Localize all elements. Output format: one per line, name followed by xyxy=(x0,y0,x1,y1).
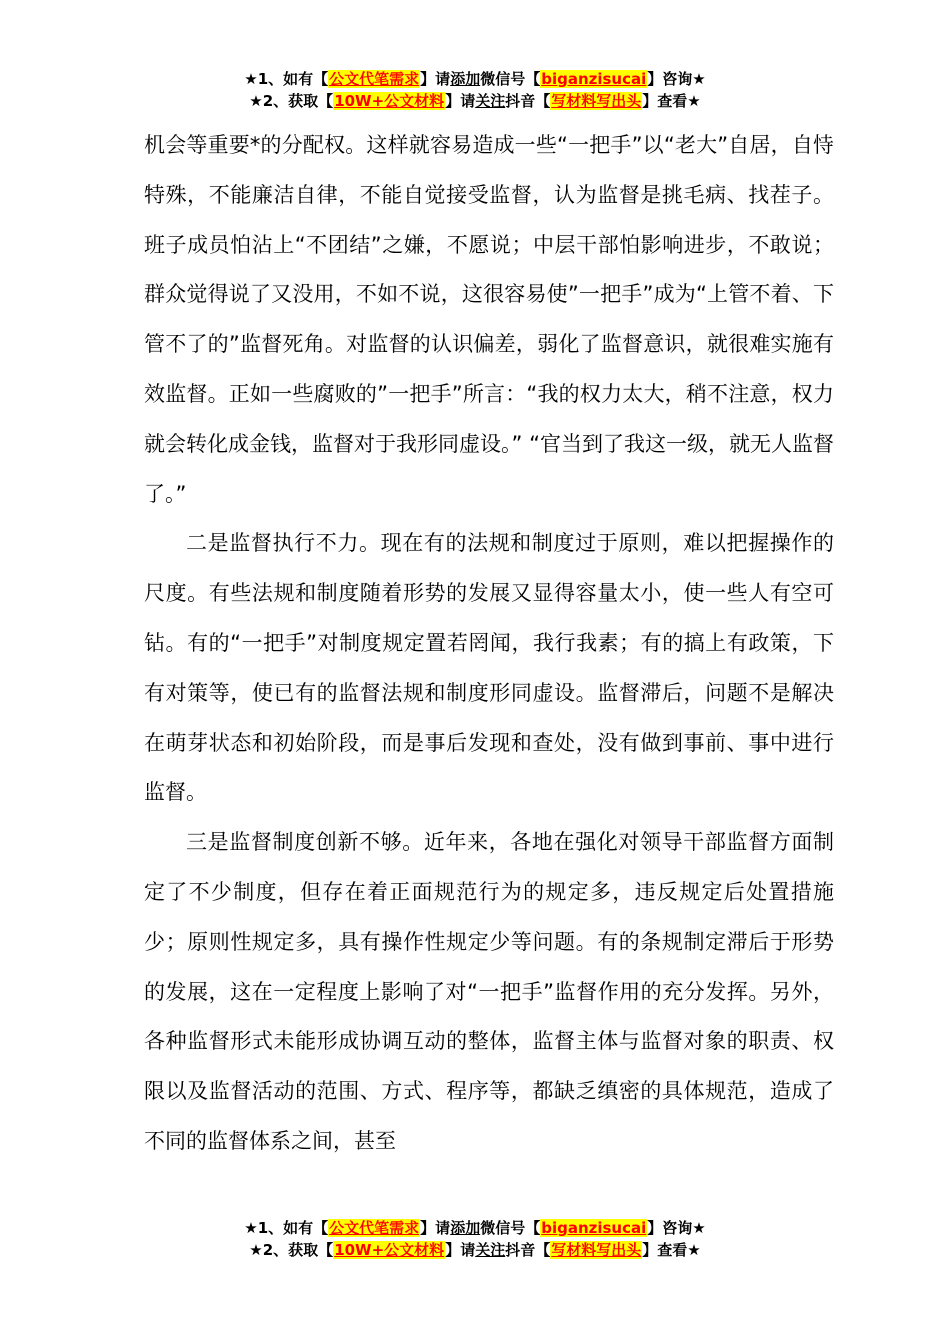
banner-line-1: ★1、如有【公文代笔需求】请添加微信号【biganzisucai】咨询★ xyxy=(244,70,706,88)
materials-highlight: 10W+公文材料 xyxy=(334,1241,445,1259)
service-highlight: 公文代笔需求 xyxy=(329,1219,420,1237)
banner-line-2: ★2、获取【10W+公文材料】请关注抖音【写材料写出头】查看★ xyxy=(249,92,701,110)
wechat-id: biganzisucai xyxy=(541,70,647,88)
header-banner xyxy=(0,68,950,112)
banner-line-1: ★1、如有【公文代笔需求】请添加微信号【biganzisucai】咨询★ xyxy=(244,1219,706,1237)
materials-highlight: 10W+公文材料 xyxy=(334,92,445,110)
paragraph-2: 二是监督执行不力。现在有的法规和制度过于原则，难以把握操作的尺度。有些法规和制度随着形势的发展又显得容量太小，使一些人有空可钻。有的“一把手”对制度规定置若罔闻，我行我素；有的搞上有政策，下有对策等，使已有的监督法规和制度形同虚设。监督滞后，问题不是解决在萌芽状态和初始阶段，而是事后发现和查处，没有做到事前、事中进行监督。 xyxy=(144,531,834,805)
footer-banner xyxy=(0,1217,950,1261)
service-highlight: 公文代笔需求 xyxy=(329,70,420,88)
wechat-id: biganzisucai xyxy=(541,1219,647,1237)
paragraph-3: 三是监督制度创新不够。近年来，各地在强化对领导干部监督方面制定了不少制度，但存在着正面规范行为的规定多，违反规定后处置措施少；原则性规定多，具有操作性规定少等问题。有的条规制定滞后于形势的发展，这在一定程度上影响了对“一把手”监督作用的充分发挥。另外，各种监督形式未能形成协调互动的整体，监督主体与监督对象的职责、权限以及监督活动的范围、方式、程序等，都缺乏缜密的具体规范，造成了不同的监督体系之间，甚至 xyxy=(144,830,834,1153)
paragraph-1: 机会等重要*的分配权。这样就容易造成一些“一把手”以“老大”自居，自恃特殊，不能廉洁自律，不能自觉接受监督，认为监督是挑毛病、找茬子。班子成员怕沾上“不团结”之嫌，不愿说；中层干部怕影响进步，不敢说；群众觉得说了又没用，不如不说，这很容易使”一把手”成为“上管不着、下管不了的”监督死角。对监督的认识偏差，弱化了监督意识，就很难实施有效监督。正如一些腐败的”一把手”所言：“我的权力太大，稍不注意，权力就会转化成金钱，监督对于我形同虚设。” “官当到了我这一级，就无人监督了。” xyxy=(144,133,834,506)
douyin-account: 写材料写出头 xyxy=(551,1241,642,1259)
douyin-account: 写材料写出头 xyxy=(551,92,642,110)
document-body xyxy=(144,121,834,1167)
banner-line-2: ★2、获取【10W+公文材料】请关注抖音【写材料写出头】查看★ xyxy=(249,1241,701,1259)
